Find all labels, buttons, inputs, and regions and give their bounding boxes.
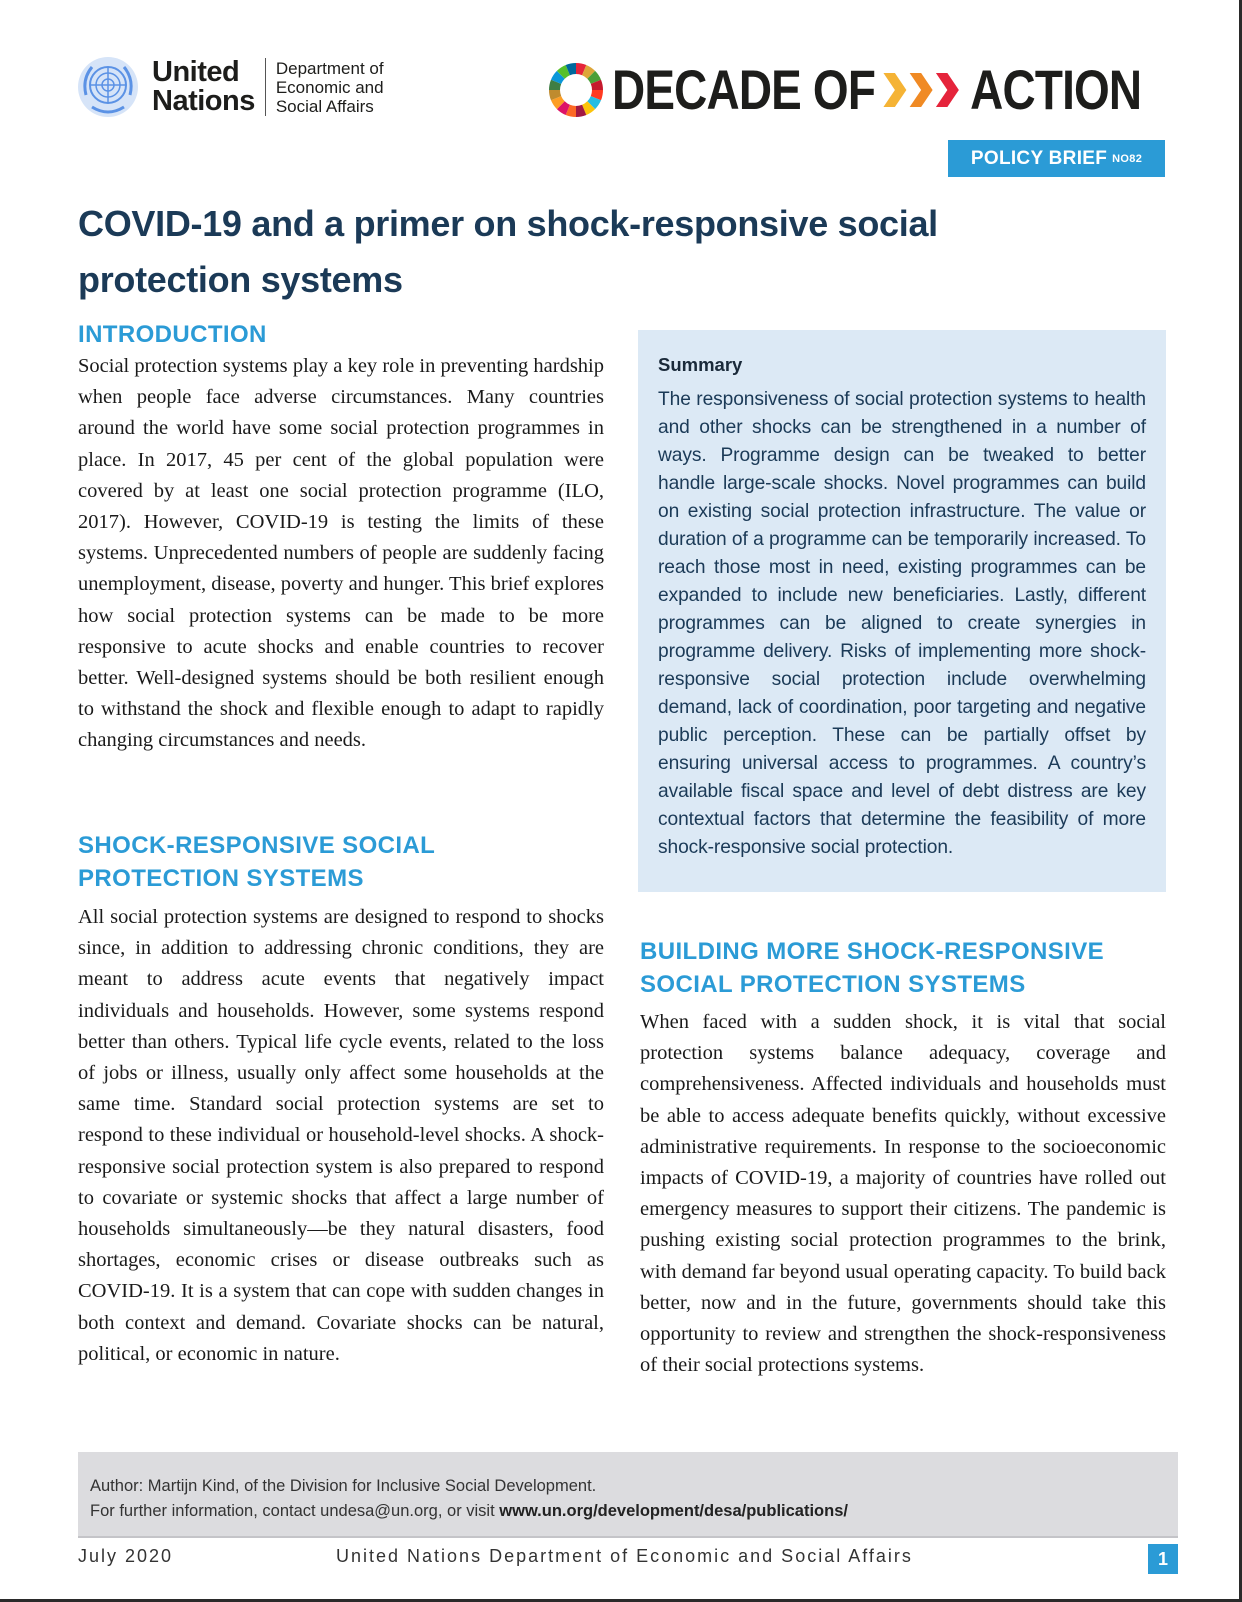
un-name [152,58,255,116]
intro-heading: INTRODUCTION [78,321,267,348]
shock-heading [78,829,435,895]
summary-title: Summary [658,354,743,375]
brief-number: NO82 [1112,152,1143,165]
building-heading [640,935,1104,1001]
building-body: When faced with a sudden shock, it is vital that social protection systems balance adequacy, coverage and comprehensiveness. Affected individuals and households must be able to access adequate benefits quickly, without excessive administrative requirements. In response to the socioeconomic impacts of COVID-19, a majority of countries have rolled out emergency measures to support their citizens. The pandemic is pushing existing social protection programmes to the brink, with demand far beyond usual operating capacity. To build back better, now and in the future, governments should take this opportunity to review and strengthen the shock-responsiveness of their social protections systems. [640,1011,1166,1377]
shock-body: All social protection systems are designed to respond to shocks since, in addition to addressing chronic conditions, they are meant to address acute events that negatively impact individuals and households. However, some systems respond better than others. Typical life cycle events, related to the loss of jobs or illness, usually only affect some households at the same time. Standard social protection systems are set to respond to these individual or household-level shocks. A shock-responsive social protection system is also prepared to respond to covariate or systemic shocks that affect a large number of households simultaneously—be they natural disasters, food shortages, economic crises or disease outbreaks such as COVID-19. It is a system that can cope with sudden changes in both context and demand. Covariate shocks can be natural, political, or economic in nature. [78,906,604,1365]
decade-of-action-logo [548,57,1242,123]
decade-text [612,58,1142,121]
contact-line [90,1499,1178,1524]
page-number: 1 [1148,1544,1178,1574]
un-name-line2: Nations [152,85,255,117]
brief-label: POLICY BRIEF [970,147,1108,169]
dept-line1: Department of [275,58,384,78]
building-heading-line2: SOCIAL PROTECTION SYSTEMS [640,971,1026,998]
un-name-line1: United [152,56,240,88]
sdg-wheel-icon [548,62,604,118]
footer-organization: United Nations Department of Economic and Social Affairs [336,1546,913,1566]
un-logo [76,55,384,119]
dept-line2: Economic and [275,77,384,97]
dept-line3: Social Affairs [275,96,374,116]
page-title: COVID-19 and a primer on shock-responsive social protection systems [78,203,938,300]
summary-body: The responsiveness of social protection systems to health and other shocks can be strengthened in a number of ways. Programme design can be tweaked to better handle large-scale shocks. Novel programmes can build on existing social protection infrastructure. The value or duration of a programme can be temporarily increased. To reach those most in need, existing programmes can be expanded to include new beneficiaries. Lastly, different programmes can be aligned to create synergies in programme delivery. Risks of implementing more shock-responsive social protection include overwhelming demand, lack of coordination, poor targeting and negative public perception. These can be partially offset by ensuring universal access to programmes. A country’s available fiscal space and level of debt distress are key contextual factors that determine the feasibility of more shock-responsive social protection. [658,389,1146,858]
un-emblem-icon [76,55,140,119]
un-department [276,59,384,116]
decade-left-text: DECADE OF [612,58,876,121]
shock-heading-line1: SHOCK-RESPONSIVE SOCIAL [78,832,436,859]
publications-link[interactable]: www.un.org/development/desa/publications/ [499,1502,848,1520]
decade-right-text: ACTION [970,58,1142,121]
intro-body: Social protection systems play a key role in preventing hardship when people face adverse circumstances. Many countries around the world have some social protection programmes in place. In 2017, 45 per cent of the global population were covered by at least one social protection programme (ILO, 2017). However, COVID-19 is testing the limits of these systems. Unprecedented numbers of people are suddenly facing unemployment, disease, poverty and hunger. This brief explores how social protection systems can be made to be more responsive to acute shocks and enable countries to recover better. Well-designed systems should be both resilient enough to withstand the shock and flexible enough to adapt to rapidly changing circumstances and needs. [78,355,604,752]
footer-date: July 2020 [78,1546,174,1566]
contact-prefix: For further information, contact undesa@un.org, or visit [90,1502,500,1520]
chevrons-icon [882,67,966,113]
footer-divider [78,1536,1178,1538]
author-line: Author: Martijn Kind, of the Division for Inclusive Social Development. [90,1477,597,1495]
author-box [78,1452,1178,1536]
summary-box [638,330,1166,892]
chevrons-arrows-icon [882,67,966,113]
logo-divider [265,58,266,116]
building-heading-line1: BUILDING MORE SHOCK-RESPONSIVE [640,938,1105,965]
shock-heading-line2: PROTECTION SYSTEMS [78,865,364,892]
policy-brief-badge [948,140,1165,177]
